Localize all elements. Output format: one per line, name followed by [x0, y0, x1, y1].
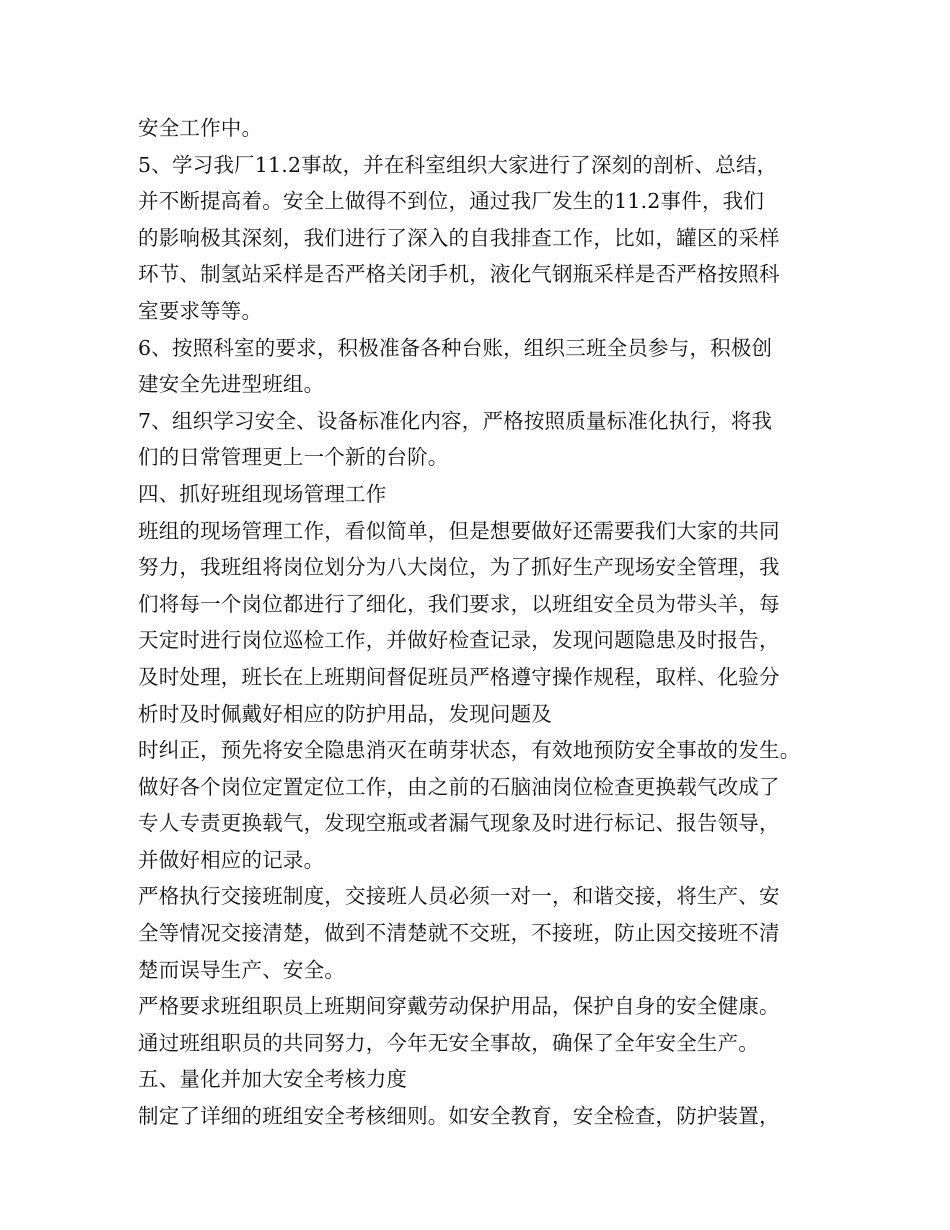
text-line: 努力，我班组将岗位划分为八大岗位，为了抓好生产现场安全管理，我 [138, 555, 780, 580]
text-line: 析时及时佩戴好相应的防护用品，发现问题及 [138, 701, 552, 726]
text-line: 并不断提高着。安全上做得不到位，通过我厂发生的11.2事件，我们 [138, 189, 765, 214]
text-line: 严格执行交接班制度，交接班人员必须一对一，和谐交接，将生产、安 [138, 884, 780, 909]
text-line: 专人专责更换载气，发现空瓶或者漏气现象及时进行标记、报告领导， [138, 811, 780, 836]
document-body [138, 110, 938, 1135]
text-line: 通过班组职员的共同努力，今年无安全事故，确保了全年安全生产。 [138, 1030, 759, 1055]
text-line: 们的日常管理更上一个新的台阶。 [138, 445, 449, 470]
text-line: 的影响极其深刻，我们进行了深入的自我排查工作，比如，罐区的采样 [138, 225, 780, 250]
text-line: 时纠正，预先将安全隐患消灭在萌芽状态，有效地预防安全事故的发生。 [138, 738, 801, 763]
text-line: 班组的现场管理工作，看似简单，但是想要做好还需要我们大家的共同 [138, 518, 780, 543]
section-heading: 五、量化并加大安全考核力度 [138, 1067, 408, 1092]
text-line: 做好各个岗位定置定位工作，由之前的石脑油岗位检查更换载气改成了 [138, 774, 780, 799]
text-line: 建安全先进型班组。 [138, 372, 325, 397]
text-line: 楚而误导生产、安全。 [138, 957, 345, 982]
text-line: 全等情况交接清楚，做到不清楚就不交班，不接班，防止因交接班不清 [138, 921, 780, 946]
section-heading: 四、抓好班组现场管理工作 [138, 481, 387, 506]
text-line: 制定了详细的班组安全考核细则。如安全教育，安全检查，防护装置， [138, 1104, 780, 1129]
text-line: 并做好相应的记录。 [138, 847, 325, 872]
text-line: 们将每一个岗位都进行了细化，我们要求，以班组安全员为带头羊，每 [138, 591, 780, 616]
text-line: 安全工作中。 [138, 116, 263, 140]
text-line: 天定时进行岗位巡检工作，并做好检查记录，发现问题隐患及时报告， [138, 628, 780, 653]
text-line: 6、按照科室的要求，积极准备各种台账，组织三班全员参与，积极创 [138, 335, 773, 360]
text-line: 严格要求班组职员上班期间穿戴劳动保护用品，保护自身的安全健康。 [138, 994, 780, 1019]
text-line: 环节、制氢站采样是否严格关闭手机，液化气钢瓶采样是否严格按照科 [138, 262, 780, 287]
text-line: 7、组织学习安全、设备标准化内容，严格按照质量标准化执行，将我 [138, 408, 773, 433]
text-line: 及时处理，班长在上班期间督促班员严格遵守操作规程，取样、化验分 [138, 664, 780, 689]
text-line: 室要求等等。 [138, 298, 263, 323]
text-line: 5、学习我厂11.2事故，并在科室组织大家进行了深刻的剖析、总结， [138, 152, 778, 177]
